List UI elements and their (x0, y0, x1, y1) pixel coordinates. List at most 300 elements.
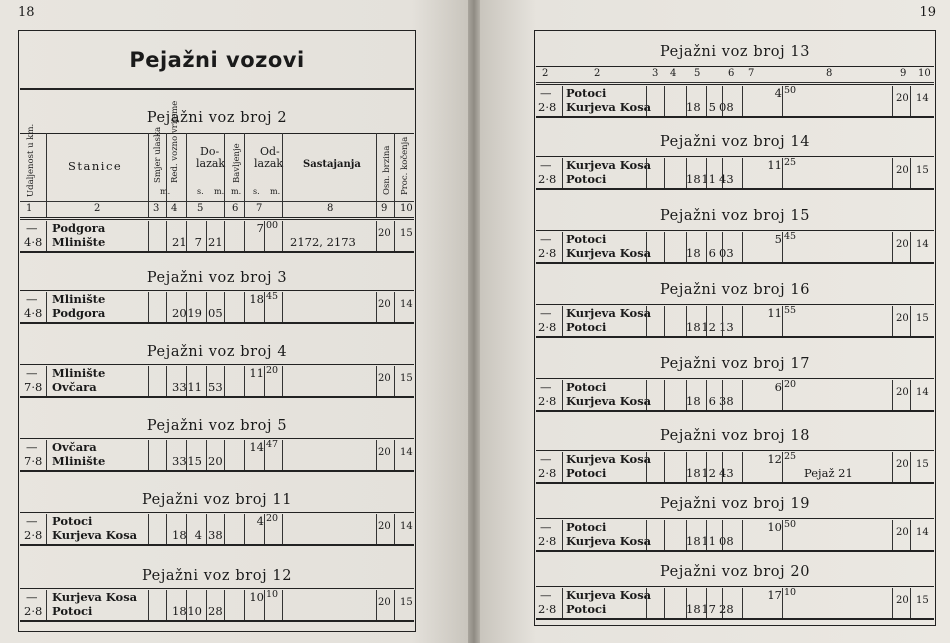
distance-start: — (26, 221, 38, 235)
distance-start: — (540, 232, 552, 246)
arrival-minute: 53 (208, 380, 223, 394)
column-rule (244, 514, 245, 544)
departure-hour: 10 (767, 520, 782, 534)
header-arrival: Do- (200, 145, 220, 158)
column-rule (782, 588, 783, 618)
station-to: Kurjeva Kosa (566, 394, 652, 408)
column-rule (264, 514, 265, 544)
column-rule (686, 306, 687, 336)
column-rule (394, 514, 395, 544)
header-column-rule (224, 133, 225, 217)
header-sub-m2: m. (214, 187, 225, 196)
station-to: Kurjeva Kosa (566, 534, 652, 548)
header-meetings: Sastajanja (303, 159, 361, 170)
column-rule (686, 158, 687, 188)
distance-start: — (540, 306, 552, 320)
column-number: 10 (400, 203, 413, 214)
base-speed: 20 (896, 313, 909, 324)
column-rule (910, 520, 911, 550)
train-title: Pejažni voz broj 12 (141, 568, 293, 584)
header-column-rule (148, 133, 149, 217)
column-rule (892, 86, 893, 116)
column-rule (910, 452, 911, 482)
column-number: 3 (652, 68, 659, 79)
column-rule (224, 221, 225, 251)
column-number: 9 (900, 68, 907, 79)
column-number: 7 (748, 68, 755, 79)
braking-percent: 14 (916, 387, 929, 398)
column-rule (206, 292, 207, 322)
arrival-minute: 08 (719, 100, 734, 114)
station-from: Kurjeva Kosa (566, 452, 652, 466)
departure-minute: 20 (266, 513, 279, 524)
column-rule (782, 86, 783, 116)
column-number: 2 (94, 203, 101, 214)
distance-end: 7·8 (24, 454, 43, 468)
column-rule (166, 366, 167, 396)
column-rule (148, 590, 149, 620)
arrival-minute: 08 (719, 534, 734, 548)
column-rule (706, 380, 707, 410)
distance-end: 4·8 (24, 306, 43, 320)
header-column-rule (376, 133, 377, 217)
column-rule (166, 590, 167, 620)
column-rule (664, 452, 665, 482)
braking-percent: 14 (916, 527, 929, 538)
header-sub-m1: m. (160, 187, 171, 196)
column-rule (722, 158, 723, 188)
column-rule (206, 514, 207, 544)
left-page (0, 0, 468, 643)
train-block (536, 282, 934, 356)
arrival-hour: 11 (701, 172, 716, 186)
column-rule (166, 221, 167, 251)
departure-hour: 7 (256, 221, 264, 235)
train-title: Pejažni voz broj 2 (146, 110, 288, 126)
column-rule (892, 520, 893, 550)
header-column-rule (244, 133, 245, 217)
distance-start: — (540, 588, 552, 602)
column-rule (244, 221, 245, 251)
arrival-minute: 28 (208, 604, 223, 618)
station-from: Potoci (566, 520, 607, 534)
departure-hour: 11 (249, 366, 264, 380)
column-number: 6 (728, 68, 735, 79)
header-distance: Udaljenost u km. (26, 123, 36, 197)
base-speed: 20 (378, 447, 391, 458)
braking-percent: 15 (400, 228, 413, 239)
running-time: 18 (172, 604, 187, 618)
departure-minute: 25 (784, 157, 797, 168)
departure-hour: 12 (767, 452, 782, 466)
column-rule (782, 380, 783, 410)
braking-percent: 15 (916, 459, 929, 470)
right-page (480, 0, 950, 643)
arrival-minute: 43 (719, 466, 734, 480)
distance-end: 2·8 (538, 602, 557, 616)
column-rule (742, 306, 743, 336)
column-rule (562, 380, 563, 410)
column-rule (264, 590, 265, 620)
column-rule (646, 306, 647, 336)
train-title: Pejažni voz broj 17 (659, 356, 811, 372)
header-running-time: Red. vozno vrijeme (170, 100, 180, 183)
station-from: Potoci (566, 86, 607, 100)
arrival-minute: 38 (208, 528, 223, 542)
column-rule (282, 590, 283, 620)
column-rule (782, 452, 783, 482)
distance-end: 2·8 (538, 394, 557, 408)
column-number: 1 (26, 203, 33, 214)
distance-end: 2·8 (538, 100, 557, 114)
column-rule (646, 520, 647, 550)
column-rule (742, 520, 743, 550)
arrival-hour: 4 (194, 528, 202, 542)
column-rule (394, 440, 395, 470)
distance-end: 7·8 (24, 380, 43, 394)
column-rule (376, 514, 377, 544)
column-rule (206, 221, 207, 251)
train-block (536, 496, 934, 570)
distance-end: 4·8 (24, 235, 43, 249)
column-rule (892, 588, 893, 618)
column-rule (910, 232, 911, 262)
distance-start: — (540, 380, 552, 394)
column-rule (148, 221, 149, 251)
title-rule (20, 88, 414, 90)
distance-end: 2·8 (24, 528, 43, 542)
braking-percent: 15 (916, 313, 929, 324)
column-rule (664, 232, 665, 262)
departure-minute: 47 (266, 439, 279, 450)
header-arrival-2: lazak (196, 157, 226, 170)
header-sub-m4: m. (270, 187, 281, 196)
column-rule (664, 158, 665, 188)
departure-hour: 4 (774, 86, 782, 100)
column-rule (148, 514, 149, 544)
column-number: 6 (232, 203, 239, 214)
running-time: 18 (686, 320, 701, 334)
header-departure-2: lazak (254, 157, 284, 170)
train-block (20, 268, 414, 342)
train-title: Pejažni voz broj 14 (659, 134, 811, 150)
station-to: Potoci (566, 602, 607, 616)
column-rule (282, 366, 283, 396)
train-block (20, 342, 414, 416)
column-rule (782, 158, 783, 188)
column-rule (722, 588, 723, 618)
base-speed: 20 (378, 597, 391, 608)
column-rule (224, 514, 225, 544)
column-rule (562, 588, 563, 618)
column-number: 5 (694, 68, 701, 79)
arrival-minute: 28 (719, 602, 734, 616)
column-rule (224, 292, 225, 322)
column-rule (664, 588, 665, 618)
column-rule (376, 440, 377, 470)
header-stations: Stanice (68, 159, 123, 173)
station-from: Kurjeva Kosa (566, 306, 652, 320)
column-rule (224, 366, 225, 396)
departure-hour: 14 (249, 440, 264, 454)
train-block (536, 134, 934, 208)
column-rule (706, 158, 707, 188)
page-number-right: 19 (919, 5, 936, 20)
station-to: Mlinište (52, 454, 106, 468)
base-speed: 20 (896, 239, 909, 250)
arrival-hour: 12 (701, 466, 716, 480)
column-rule (264, 440, 265, 470)
column-rule (742, 380, 743, 410)
column-rule (686, 86, 687, 116)
braking-percent: 14 (400, 447, 413, 458)
column-rule (46, 292, 47, 322)
column-number: 3 (153, 203, 160, 214)
column-rule (562, 86, 563, 116)
departure-hour: 10 (249, 590, 264, 604)
column-rule (376, 221, 377, 251)
arrival-hour: 11 (701, 534, 716, 548)
column-rule (722, 452, 723, 482)
column-rule (910, 158, 911, 188)
column-rule (224, 440, 225, 470)
header-braking: Proc. kočenja (400, 136, 410, 195)
arrival-minute: 21 (208, 235, 223, 249)
column-rule (646, 452, 647, 482)
train-title: Pejažni voz broj 19 (659, 496, 811, 512)
train-block (20, 566, 414, 640)
train-block (20, 490, 414, 564)
column-rule (782, 520, 783, 550)
braking-percent: 14 (916, 93, 929, 104)
station-to: Potoci (566, 172, 607, 186)
base-speed: 20 (896, 459, 909, 470)
column-rule (562, 306, 563, 336)
distance-start: — (540, 86, 552, 100)
train-title: Pejažni voz broj 4 (146, 344, 288, 360)
train-block (536, 208, 934, 282)
departure-minute: 45 (266, 291, 279, 302)
column-rule (706, 588, 707, 618)
column-number: 8 (826, 68, 833, 79)
column-rule (46, 590, 47, 620)
column-rule (166, 292, 167, 322)
column-rule (166, 514, 167, 544)
header-column-rule (166, 133, 167, 217)
header-direction: Smjer ulaska (153, 126, 163, 183)
column-number: 7 (256, 203, 263, 214)
column-rule (910, 306, 911, 336)
column-rule (46, 221, 47, 251)
column-rule (562, 452, 563, 482)
base-speed: 20 (896, 387, 909, 398)
base-speed: 20 (896, 527, 909, 538)
running-time: 18 (686, 534, 701, 548)
column-rule (376, 366, 377, 396)
station-from: Kurjeva Kosa (52, 590, 138, 604)
meetings: Pejaž 21 (804, 466, 853, 480)
column-rule (664, 86, 665, 116)
column-rule (722, 520, 723, 550)
header-sub-s: s. (197, 187, 204, 196)
column-rule (646, 380, 647, 410)
distance-start: — (540, 520, 552, 534)
column-rule (722, 306, 723, 336)
distance-end: 2·8 (538, 320, 557, 334)
train-title: Pejažni voz broj 15 (659, 208, 811, 224)
station-to: Kurjeva Kosa (52, 528, 138, 542)
arrival-hour: 6 (708, 394, 716, 408)
column-rule (706, 306, 707, 336)
distance-end: 2·8 (24, 604, 43, 618)
departure-minute: 55 (784, 305, 797, 316)
column-rule (46, 366, 47, 396)
braking-percent: 15 (400, 373, 413, 384)
column-rule (394, 221, 395, 251)
header-column-rule (46, 133, 47, 217)
arrival-minute: 43 (719, 172, 734, 186)
book-gutter (468, 0, 480, 643)
departure-minute: 25 (784, 451, 797, 462)
arrival-minute: 38 (719, 394, 734, 408)
meetings: 2172, 2173 (290, 235, 356, 249)
running-time: 33 (172, 454, 187, 468)
column-rule (264, 292, 265, 322)
column-rule (686, 588, 687, 618)
column-rule (186, 590, 187, 620)
distance-start: — (26, 440, 38, 454)
column-rule (646, 588, 647, 618)
departure-minute: 20 (784, 379, 797, 390)
braking-percent: 14 (916, 239, 929, 250)
column-rule (892, 232, 893, 262)
station-from: Potoci (52, 514, 93, 528)
departure-minute: 20 (266, 365, 279, 376)
departure-hour: 4 (256, 514, 264, 528)
header-sub-s2: s. (253, 187, 260, 196)
departure-minute: 50 (784, 519, 797, 530)
arrival-minute: 13 (719, 320, 734, 334)
column-rule (282, 221, 283, 251)
column-rule (186, 366, 187, 396)
distance-start: — (26, 292, 38, 306)
arrival-hour: 11 (187, 380, 202, 394)
column-rule (910, 380, 911, 410)
column-rule (46, 440, 47, 470)
column-rule (664, 380, 665, 410)
column-rule (244, 590, 245, 620)
station-from: Podgora (52, 221, 106, 235)
column-rule (892, 158, 893, 188)
station-from: Kurjeva Kosa (566, 588, 652, 602)
braking-percent: 15 (916, 595, 929, 606)
column-rule (646, 86, 647, 116)
running-time: 18 (686, 246, 701, 260)
distance-end: 2·8 (538, 246, 557, 260)
column-rule (742, 452, 743, 482)
header-column-rule (394, 133, 395, 217)
train-title: Pejažni voz broj 13 (659, 44, 811, 60)
station-from: Ovčara (52, 440, 97, 454)
header-departure: Od- (260, 145, 280, 158)
departure-hour: 6 (774, 380, 782, 394)
column-number: 9 (381, 203, 388, 214)
column-rule (394, 292, 395, 322)
station-to: Potoci (52, 604, 93, 618)
column-rule (394, 590, 395, 620)
column-rule (706, 520, 707, 550)
departure-minute: 10 (266, 589, 279, 600)
page-title: Pejažni vozovi (129, 48, 305, 72)
column-rule (282, 292, 283, 322)
column-rule (910, 86, 911, 116)
column-rule (742, 86, 743, 116)
column-rule (686, 520, 687, 550)
column-rule (166, 440, 167, 470)
station-from: Mlinište (52, 366, 106, 380)
running-time: 18 (686, 466, 701, 480)
column-rule (186, 440, 187, 470)
column-rule (910, 588, 911, 618)
column-rule (224, 590, 225, 620)
station-to: Kurjeva Kosa (566, 100, 652, 114)
column-rule (186, 221, 187, 251)
column-rule (282, 514, 283, 544)
column-rule (282, 440, 283, 470)
column-number: 8 (327, 203, 334, 214)
column-rule (646, 158, 647, 188)
departure-minute: 50 (784, 85, 797, 96)
distance-start: — (26, 366, 38, 380)
base-speed: 20 (896, 93, 909, 104)
train-block (536, 44, 934, 118)
arrival-hour: 5 (708, 100, 716, 114)
base-speed: 20 (896, 165, 909, 176)
running-time: 18 (686, 602, 701, 616)
column-rule (664, 520, 665, 550)
column-number: 5 (197, 203, 204, 214)
column-rule (892, 306, 893, 336)
train-title: Pejažni voz broj 3 (146, 270, 288, 286)
departure-minute: 00 (266, 220, 279, 231)
base-speed: 20 (378, 521, 391, 532)
column-rule (148, 440, 149, 470)
header-column-rule (186, 133, 187, 217)
column-number: 10 (918, 68, 931, 79)
column-rule (782, 232, 783, 262)
distance-end: 2·8 (538, 466, 557, 480)
train-title: Pejažni voz broj 16 (659, 282, 811, 298)
column-number: 4 (670, 68, 677, 79)
header-sub-m3: m. (231, 187, 242, 196)
departure-hour: 17 (767, 588, 782, 602)
column-rule (664, 306, 665, 336)
column-rule (376, 590, 377, 620)
running-time: 18 (686, 394, 701, 408)
column-rule (244, 366, 245, 396)
running-time: 18 (172, 528, 187, 542)
column-rule (46, 514, 47, 544)
train-title: Pejažni voz broj 11 (141, 492, 293, 508)
arrival-minute: 03 (719, 246, 734, 260)
arrival-hour: 15 (187, 454, 202, 468)
station-from: Mlinište (52, 292, 106, 306)
column-rule (892, 452, 893, 482)
column-rule (186, 514, 187, 544)
train-block (536, 356, 934, 430)
distance-end: 2·8 (538, 172, 557, 186)
column-rule (892, 380, 893, 410)
